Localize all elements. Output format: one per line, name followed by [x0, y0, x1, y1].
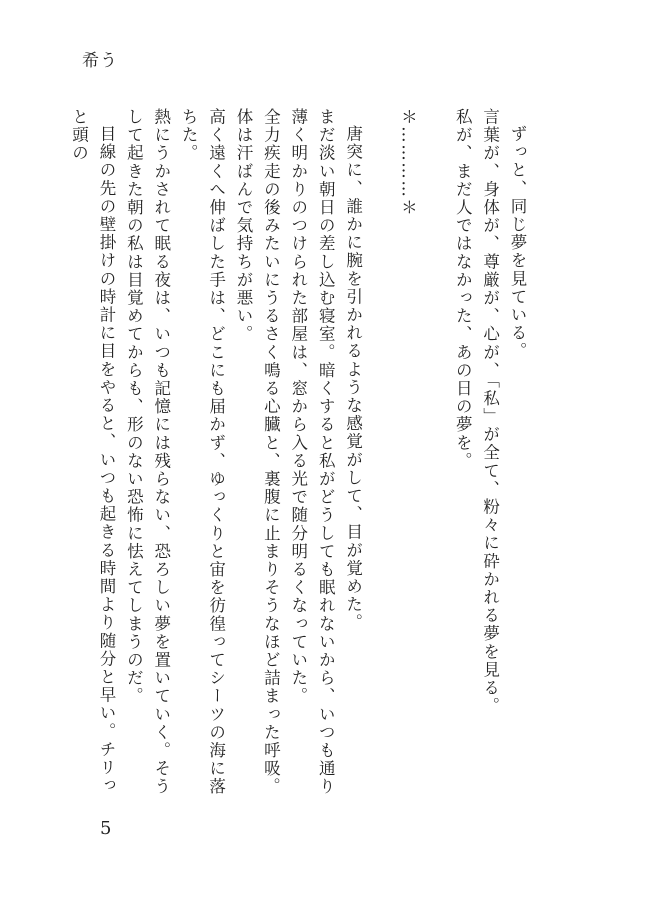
- paragraph: 熱にうかされて眠る夜は、いつも記憶には残らない、恐ろしい夢を置いていく。そうして起きた朝の私は目覚めてからも、形のない恐怖に怯えてしまうのだ。: [124, 108, 171, 796]
- paragraph: 私が、まだ人ではなかった、あの日の夢を。: [453, 108, 473, 470]
- running-head-title: 希う: [82, 51, 118, 71]
- blank-line: [367, 108, 394, 808]
- vertical-text-body: [69, 108, 531, 808]
- page-number: 5: [100, 818, 112, 839]
- paragraph: 高く遠くへ伸ばした手は、どこにも届かず、ゆっくりと宙を彷徨ってシーツの海に落ちた。: [179, 108, 226, 796]
- paragraph: 唐突に、誰かに腕を引かれるような感覚がして、目が覚めた。: [343, 124, 363, 632]
- paragraph: 言葉が、身体が、尊厳が、心が、「私」が全て、粉々に砕かれる夢を見る。: [480, 108, 500, 716]
- paragraph: 目線の先の壁掛けの時計に目をやると、いつも起きる時間より随分と早い。チリっと頭の: [69, 108, 116, 795]
- paragraph: ずっと、同じ夢を見ている。: [508, 124, 527, 360]
- scene-break-separator: ＊…………＊: [398, 108, 418, 217]
- paragraph: 全力疾走の後みたいにうるさく鳴る心臓と、裏腹に止まりそうなほど詰まった呼吸。体は汗ばんで気持ちが悪い。: [233, 108, 281, 796]
- paragraph: まだ淡い朝日の差し込む寝室。暗くすると私がどうしても眠れないから、いつも通り薄く明かりのつけられた部屋は、窓から入る光で随分明るくなっていた。: [288, 108, 336, 796]
- blank-line: [421, 108, 448, 808]
